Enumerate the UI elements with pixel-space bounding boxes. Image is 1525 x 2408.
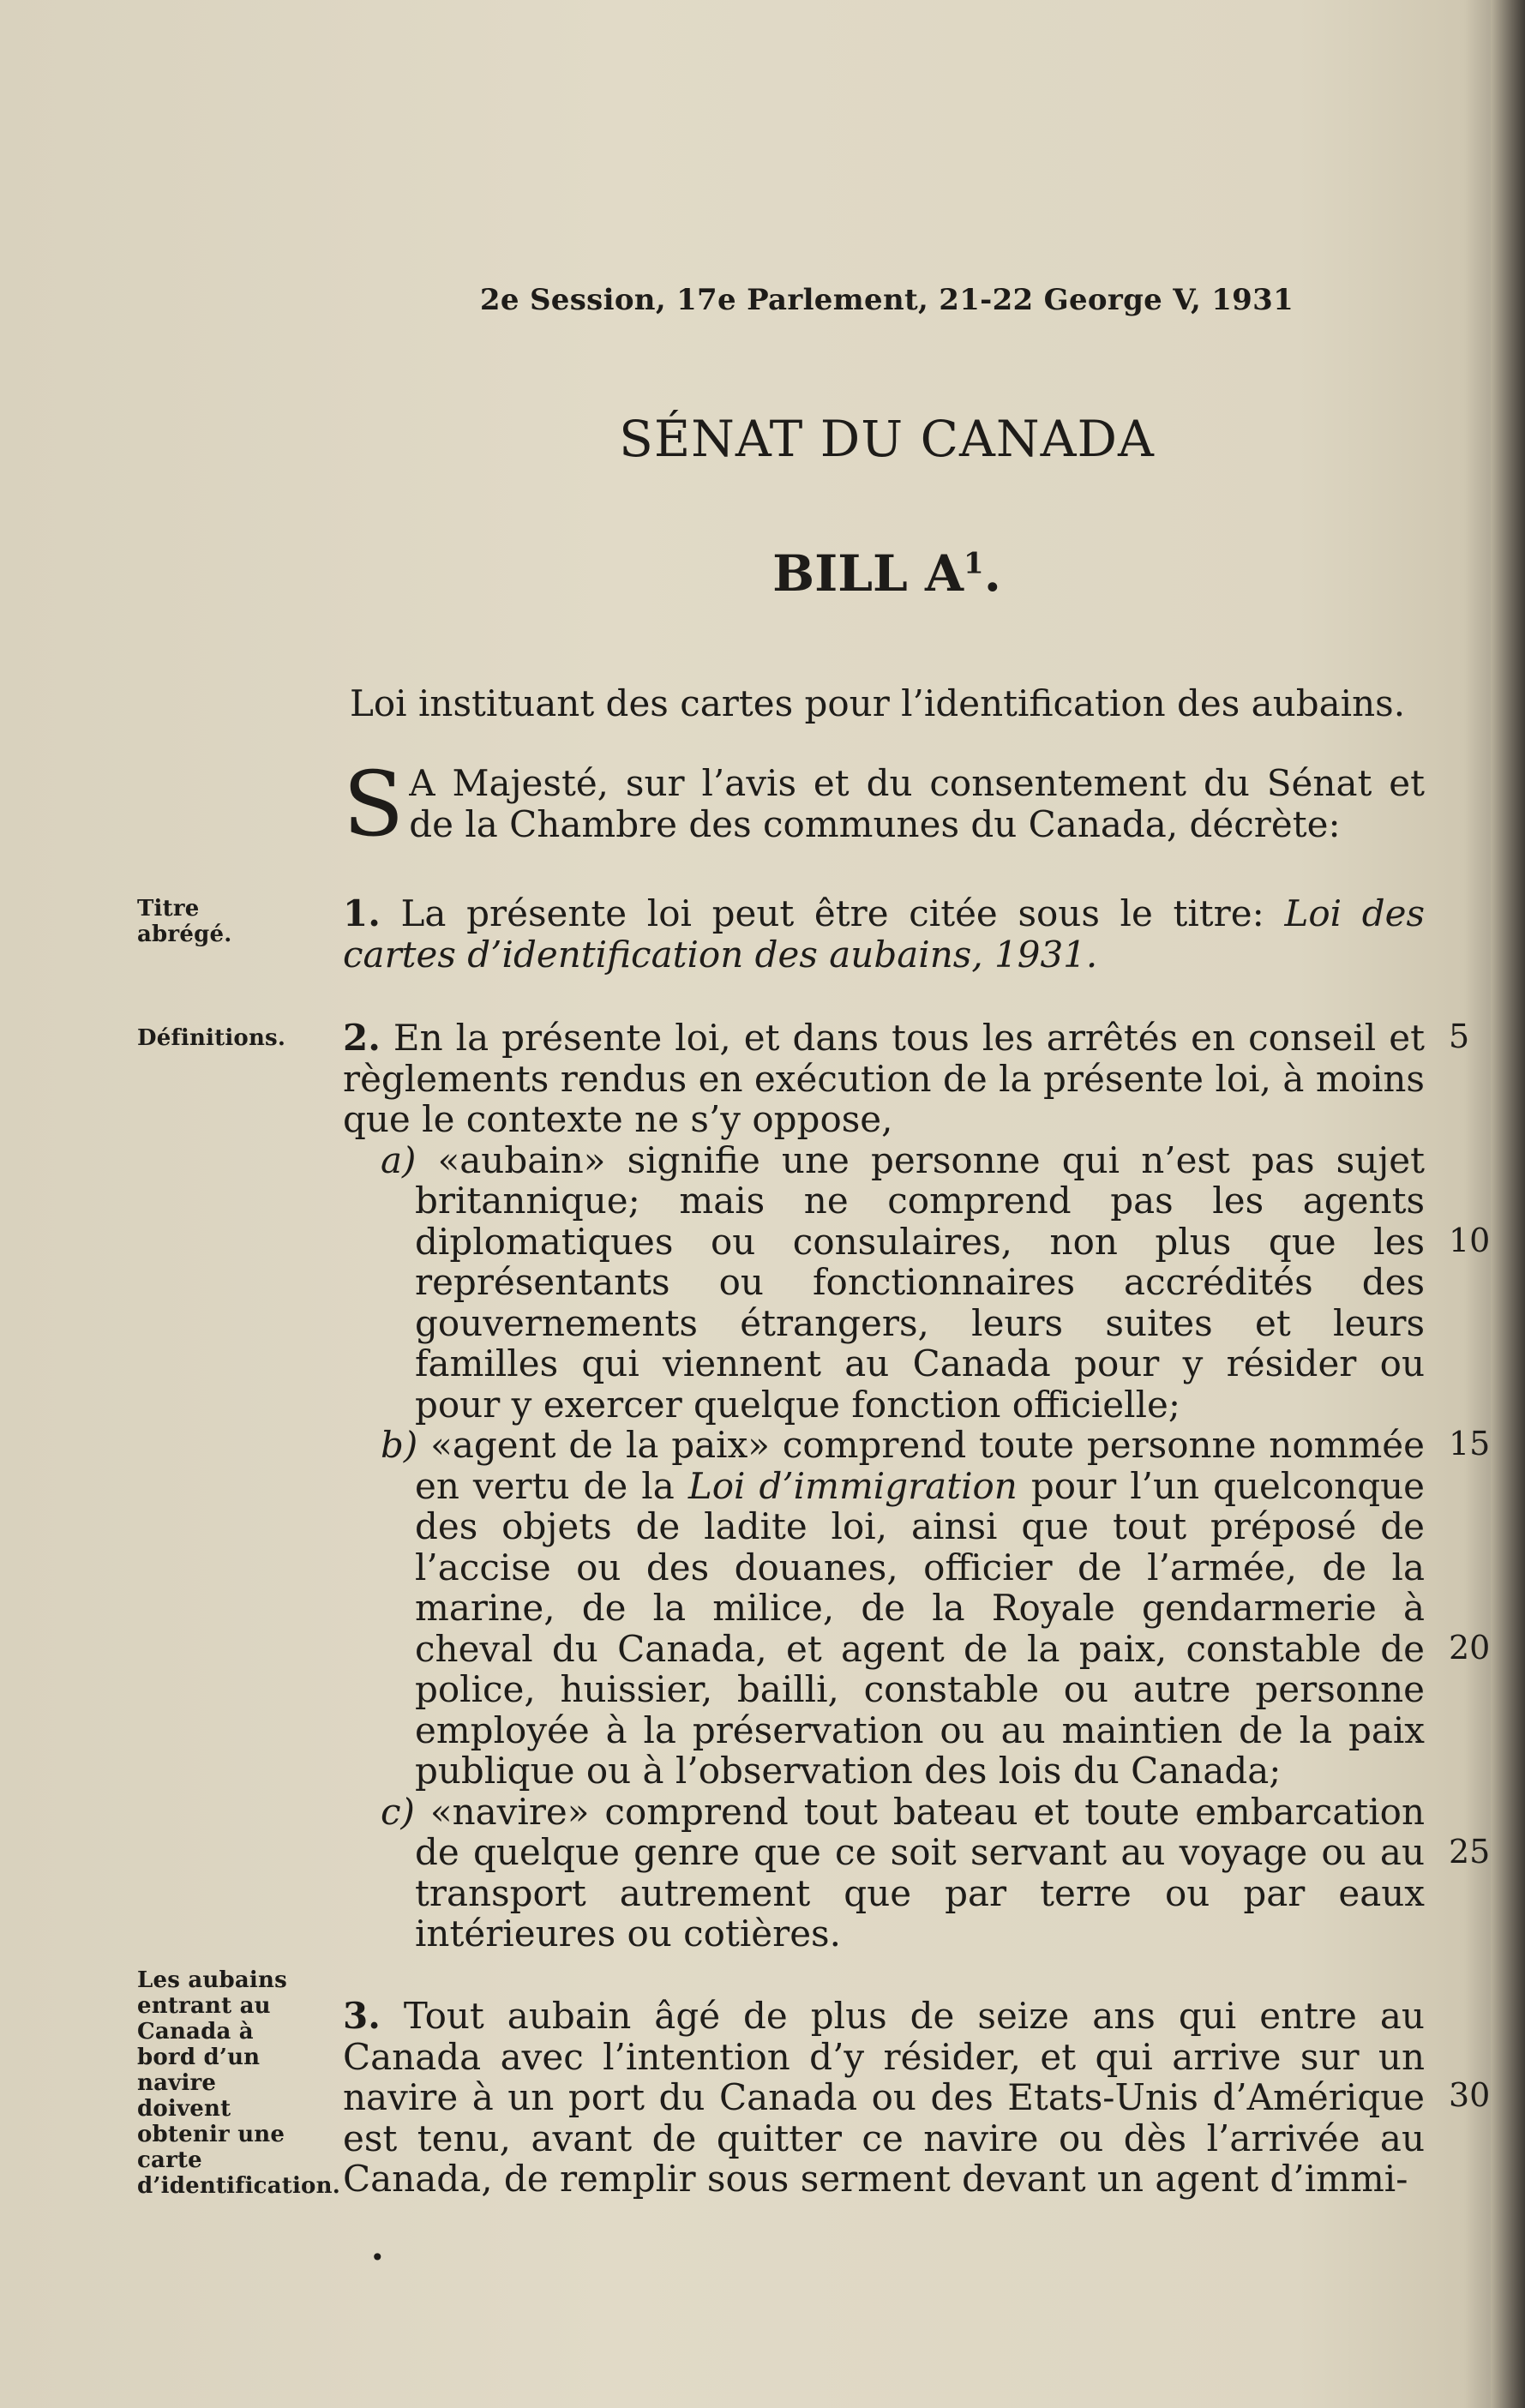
section-1-text: La présente loi peut être citée sous le titre: (400, 892, 1264, 934)
book-spine (1491, 0, 1525, 2408)
definition-agent-de-la-paix (381, 1424, 1425, 1792)
section-1-number: 1. (343, 892, 381, 934)
item-a-text: «aubain» signifie une personne qui n’est pas sujet britannique; mais ne comprend pas les agents diplomatiques ou consulaires, non plus que les représentants ou fonctionnaires accrédités des gouvernements étrangers, leurs suites et leurs familles qui viennent au Canada pour y résider ou pour y exercer quelque fonction officielle; (415, 1138, 1425, 1426)
line-number: 20 (1449, 1629, 1491, 1666)
enacting-clause (343, 752, 1425, 856)
item-b-text-after: pour l’un quelconque des objets de ladite loi, ainsi que tout préposé de l’accise ou des douanes, officier de l’armée, de la marine, de la milice, de la Royale gendarmerie à cheval du Canada, et agent de la paix, constable de police, huissier, bailli, constable ou autre personne employée à la préservation ou au maintien de la paix publique ou à l’observation des lois du Canada; (415, 1464, 1425, 1792)
margin-note-section-3: Les aubains entrant au Canada à bord d’un navire doivent obtenir une carte d’identification. (137, 1967, 340, 2199)
section-1-short-title: Loi des cartes d’identification des aubains, 1931. (343, 892, 1425, 976)
bill-period: . (983, 544, 1001, 603)
section-3 (343, 1996, 1425, 2200)
drop-cap: S (343, 752, 405, 856)
section-2 (343, 1018, 1425, 1955)
line-number: 10 (1449, 1222, 1491, 1259)
definition-navire (381, 1790, 1426, 1955)
line-number: 25 (1449, 1833, 1491, 1871)
item-c-label: c) (381, 1790, 415, 1833)
section-3-number: 3. (343, 1995, 381, 2037)
item-c-text: «navire» comprend tout bateau et toute embarcation de quelque genre que ce soit servant au voyage ou au transport autrement que par terre ou par eaux intérieures ou cotières. (415, 1790, 1426, 1955)
line-number: 30 (1449, 2076, 1491, 2114)
item-b-act: Loi d’immigration (687, 1464, 1018, 1507)
footer-mark: • (370, 2243, 385, 2272)
enacting-text: A Majesté, sur l’avis et du consentement du Sénat et de la Chambre des communes du Canada, décrète: (409, 762, 1425, 845)
definition-aubain (381, 1138, 1425, 1426)
chamber-title: SÉNAT DU CANADA (619, 410, 1155, 468)
margin-note-definitions: Définitions. (137, 1025, 286, 1051)
line-number: 5 (1449, 1018, 1470, 1055)
bill-number (0, 544, 1525, 603)
section-2-number: 2. (343, 1017, 381, 1059)
line-number: 15 (1449, 1425, 1491, 1462)
section-2-intro-text: En la présente loi, et dans tous les arrêtés en conseil et règlements rendus en exécution de la présente loi, à moins que le contexte ne s’y oppose, (343, 1017, 1425, 1140)
bill-label: BILL A (772, 544, 964, 603)
section-1 (343, 893, 1425, 975)
item-b-text-before: «agent de la paix» comprend toute personne nommée en vertu de la (415, 1424, 1425, 1507)
long-title: Loi instituant des cartes pour l’identification des aubains. (350, 682, 1406, 724)
section-2-intro (343, 1018, 1425, 1140)
session-header: 2e Session, 17e Parlement, 21-22 George V, 1931 (479, 283, 1294, 317)
item-b-label: b) (381, 1424, 418, 1466)
item-a-label: a) (381, 1138, 417, 1181)
bill-superscript: 1 (964, 546, 984, 581)
section-3-text: Tout aubain âgé de plus de seize ans qui entre au Canada avec l’intention d’y résider, et qui arrive sur un navire à un port du Canada ou des Etats-Unis d’Amérique est tenu, avant de quitter ce navire ou dès l’arrivée au Canada, de remplir sous serment devant un agent d’immi- (343, 1995, 1425, 2200)
margin-note-short-title: Titre abrégé. (137, 896, 232, 947)
